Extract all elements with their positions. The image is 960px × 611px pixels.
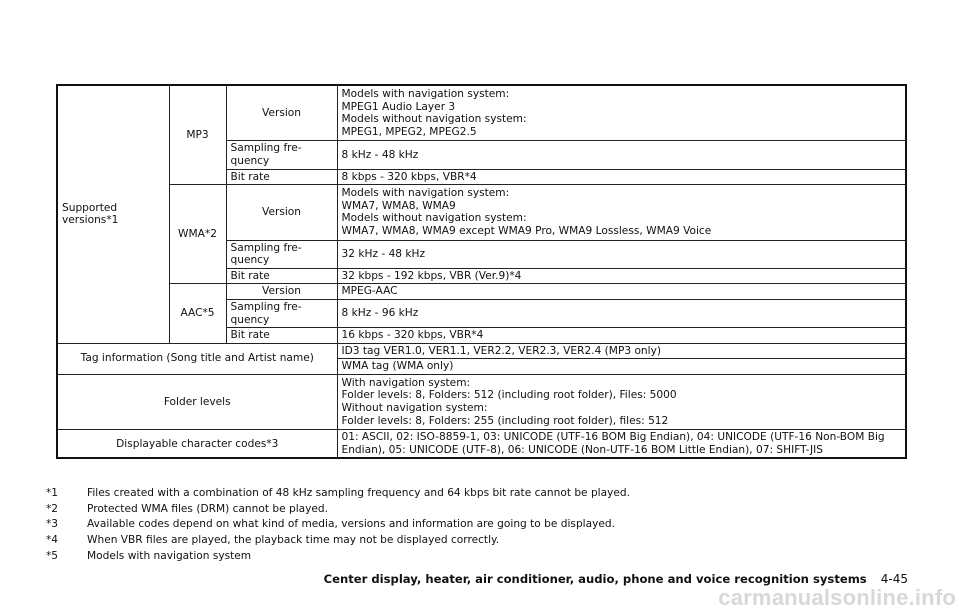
footnote-text: When VBR files are played, the playback time may not be displayed correctly.	[87, 533, 500, 546]
footnote-mark: *1	[46, 486, 59, 499]
footnote-mark: *3	[46, 518, 59, 531]
table-row	[57, 343, 906, 359]
footnotes	[46, 485, 926, 563]
footnote-mark: *2	[46, 502, 59, 515]
footnote	[46, 532, 926, 548]
aac-version-label: Version	[226, 284, 337, 300]
mp3-bitrate-label: Bit rate	[226, 169, 337, 185]
table-row	[57, 185, 906, 240]
section-title: Center display, heater, air conditioner, audio, phone and voice recognition systems	[323, 572, 867, 586]
footnote-mark: *4	[46, 533, 59, 546]
folder-levels-value: With navigation system: Folder levels: 8, Folders: 512 (including root folder), Files: 5000 Without navigation system: Folder levels: 8, Folders: 255 (including root folder), files: 512	[337, 374, 906, 429]
footnote	[46, 485, 926, 501]
mp3-version-label: Version	[226, 85, 337, 141]
aac-bitrate-value: 16 kbps - 320 kbps, VBR*4	[337, 328, 906, 344]
aac-bitrate-label: Bit rate	[226, 328, 337, 344]
footnote-text: Available codes depend on what kind of media, versions and information are going to be displayed.	[87, 518, 615, 531]
mp3-version-value: Models with navigation system: MPEG1 Audio Layer 3 Models without navigation system: MPEG1, MPEG2, MPEG2.5	[337, 85, 906, 141]
aac-version-value: MPEG-AAC	[337, 284, 906, 300]
folder-levels-label: Folder levels	[57, 374, 337, 429]
footnote-mark: *5	[46, 549, 59, 562]
wma-version-value: Models with navigation system: WMA7, WMA8, WMA9 Models without navigation system: WMA7, WMA8, WMA9 except WMA9 Pro, WMA9 Lossless, WMA9 Voice	[337, 185, 906, 240]
wma-version-label: Version	[226, 185, 337, 240]
wma-sampling-value: 32 kHz - 48 kHz	[337, 240, 906, 268]
footnote	[46, 516, 926, 532]
aac-sampling-value: 8 kHz - 96 kHz	[337, 299, 906, 327]
wma-bitrate-value: 32 kbps - 192 kbps, VBR (Ver.9)*4	[337, 268, 906, 284]
character-codes-value: 01: ASCII, 02: ISO-8859-1, 03: UNICODE (UTF-16 BOM Big Endian), 04: UNICODE (UTF-16 Non-BOM Big Endian), 05: UNICODE (UTF-8), 06: UNICODE (Non-UTF-16 BOM Little Endian), 07: SHIFT-JIS	[337, 430, 906, 459]
character-codes-label: Displayable character codes*3	[57, 430, 337, 459]
wma-sampling-label: Sampling fre- quency	[226, 240, 337, 268]
page-number: 4-45	[880, 572, 908, 586]
aac-sampling-label: Sampling fre- quency	[226, 299, 337, 327]
wma-label: WMA*2	[169, 185, 226, 284]
mp3-label: MP3	[169, 85, 226, 185]
specifications-table	[56, 84, 907, 459]
tag-info-label: Tag information (Song title and Artist name)	[57, 343, 337, 374]
mp3-bitrate-value: 8 kbps - 320 kbps, VBR*4	[337, 169, 906, 185]
supported-versions-label: Supported versions*1	[57, 85, 169, 343]
tag-info-value-1: ID3 tag VER1.0, VER1.1, VER2.2, VER2.3, VER2.4 (MP3 only)	[337, 343, 906, 359]
table-row	[57, 430, 906, 459]
wma-bitrate-label: Bit rate	[226, 268, 337, 284]
footnote-text: Protected WMA files (DRM) cannot be played.	[87, 502, 329, 515]
tag-info-value-2: WMA tag (WMA only)	[337, 359, 906, 375]
watermark: carmanualsonline.info	[718, 585, 956, 610]
mp3-sampling-value: 8 kHz - 48 kHz	[337, 141, 906, 169]
footnote	[46, 501, 926, 517]
table-row	[57, 374, 906, 429]
footnote-text: Models with navigation system	[87, 549, 252, 562]
table-row	[57, 85, 906, 141]
aac-label: AAC*5	[169, 284, 226, 343]
page-footer	[324, 572, 908, 586]
footnote-text: Files created with a combination of 48 kHz sampling frequency and 64 kbps bit rate cannot be played.	[87, 486, 630, 499]
table-row	[57, 284, 906, 300]
footnote	[46, 548, 926, 564]
mp3-sampling-label: Sampling fre- quency	[226, 141, 337, 169]
